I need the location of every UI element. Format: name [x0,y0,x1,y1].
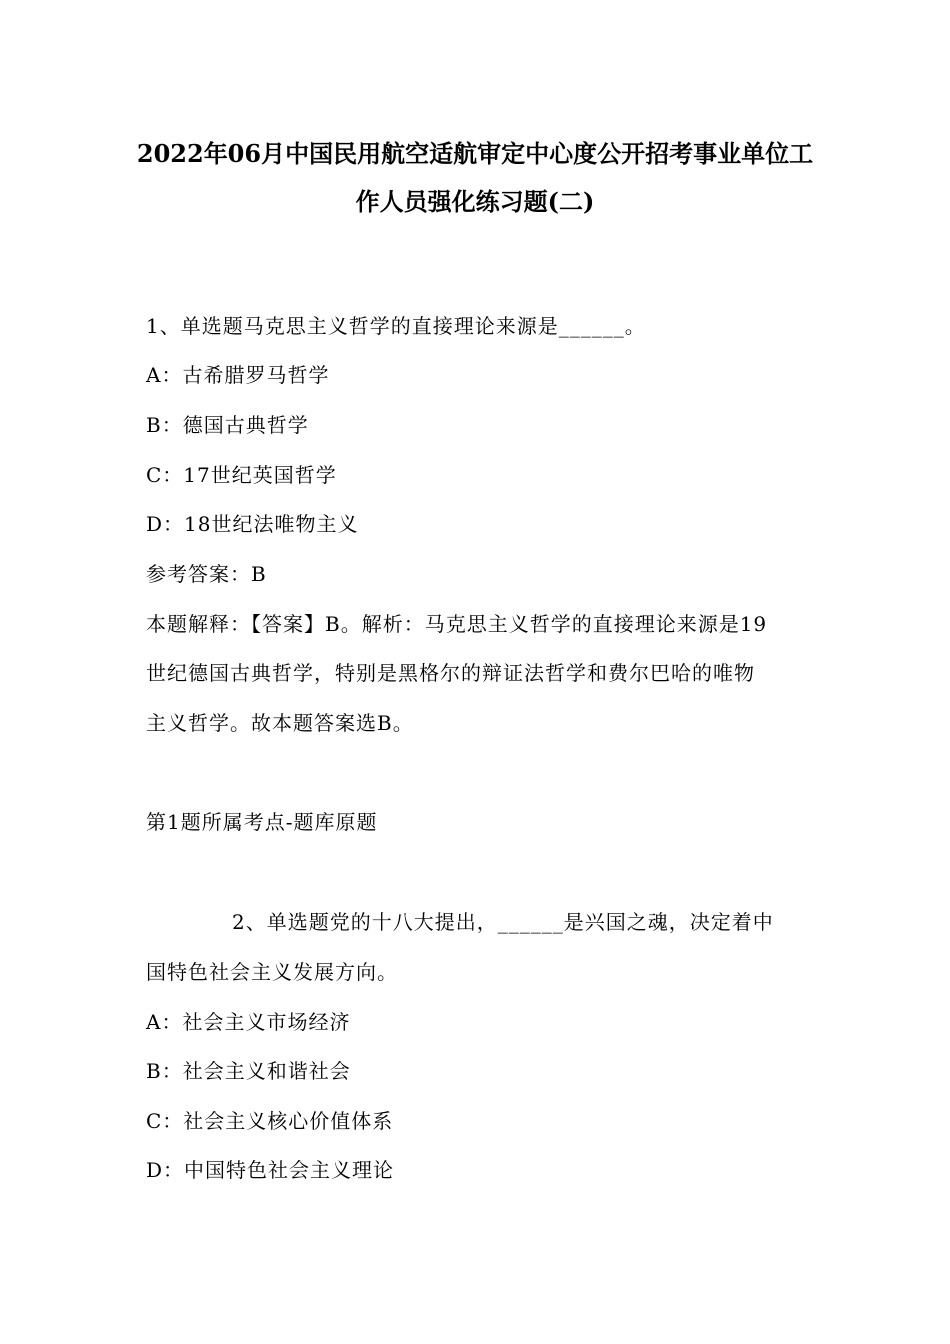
question-2-option-d: D：中国特色社会主义理论 [146,1158,395,1182]
question-1-source: 第1题所属考点-题库原题 [146,810,378,834]
question-1-explanation-line-1: 本题解释：【答案】B。解析：马克思主义哲学的直接理论来源是19 [146,612,768,636]
question-1-option-a: A：古希腊罗马哲学 [146,363,330,387]
question-1-answer: 参考答案：B [146,562,267,586]
question-1-option-b: B：德国古典哲学 [146,413,309,437]
document-title-line-1: 2022年06月中国民用航空适航审定中心度公开招考事业单位工 [136,139,814,168]
question-2-option-c: C：社会主义核心价值体系 [146,1109,394,1133]
question-1-stem: 1、单选题马克思主义哲学的直接理论来源是______。 [146,314,646,338]
question-1-option-c: C：17世纪英国哲学 [146,463,337,487]
question-2-option-b: B：社会主义和谐社会 [146,1059,351,1083]
question-2-option-a: A：社会主义市场经济 [146,1010,351,1034]
question-1-explanation-line-2: 世纪德国古典哲学，特别是黑格尔的辩证法哲学和费尔巴哈的唯物 [146,661,755,685]
question-1-explanation-line-3: 主义哲学。故本题答案选B。 [146,711,414,735]
question-2-stem-line-2: 国特色社会主义发展方向。 [146,960,398,984]
document-title-line-2: 作人员强化练习题(二) [355,187,595,216]
question-2-stem-line-1: 2、单选题党的十八大提出，______是兴国之魂，决定着中 [232,910,774,934]
question-1-option-d: D：18世纪法唯物主义 [146,512,359,536]
